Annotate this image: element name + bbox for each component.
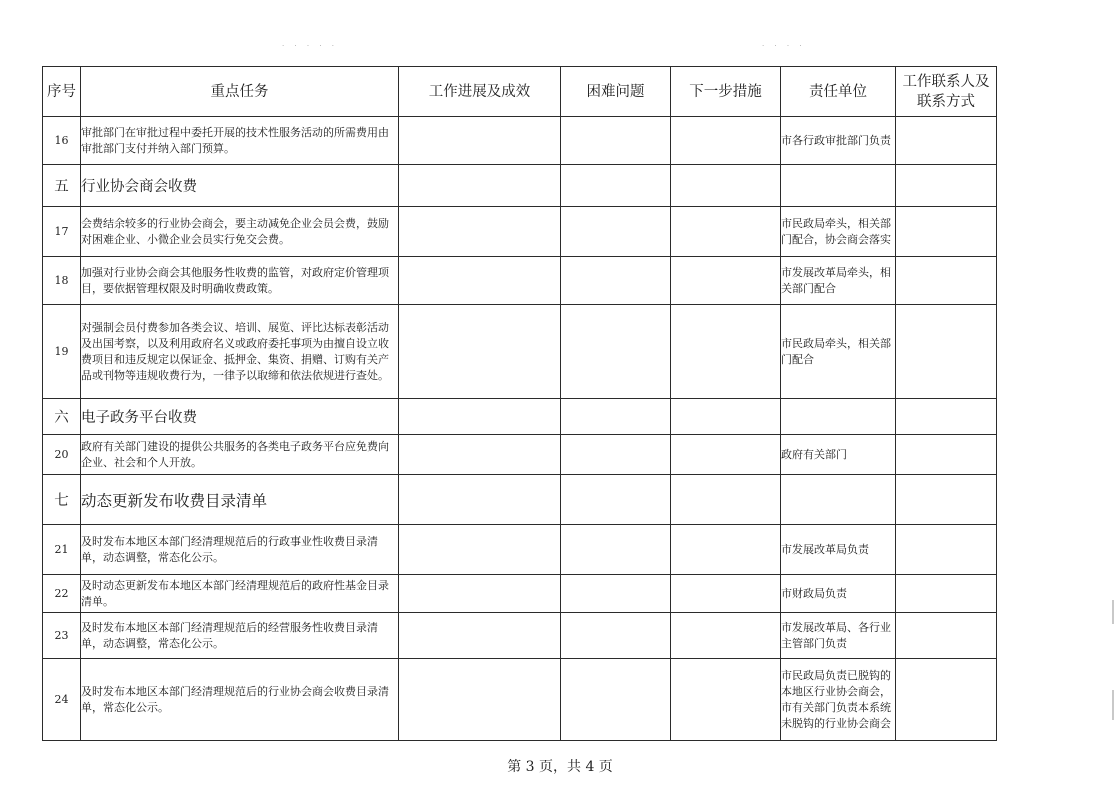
task-cell: 会费结余较多的行业协会商会，要主动减免企业会员会费，鼓励对困难企业、小微企业会员实行免交会费。: [81, 207, 399, 257]
header-progress: 工作进展及成效: [399, 67, 561, 117]
section-title: 行业协会商会收费: [81, 165, 399, 207]
header-task: 重点任务: [81, 67, 399, 117]
task-cell: 及时动态更新发布本地区本部门经清理规范后的政府性基金目录清单。: [81, 575, 399, 613]
contact-cell: [896, 435, 997, 475]
progress-cell: [399, 117, 561, 165]
page-number-footer: 第 3 页，共 4 页: [507, 759, 613, 775]
task-cell: 政府有关部门建设的提供公共服务的各类电子政务平台应免费向企业、社会和个人开放。: [81, 435, 399, 475]
scan-edge-artifact: [1112, 600, 1114, 624]
responsible-cell: 市发展改革局、各行业主管部门负责: [781, 613, 896, 659]
table-row: [43, 659, 997, 741]
header-next-steps: 下一步措施: [671, 67, 781, 117]
problems-cell: [561, 435, 671, 475]
task-table: [42, 66, 997, 741]
row-number: 23: [43, 613, 81, 659]
row-number: 19: [43, 305, 81, 399]
next-steps-cell: [671, 257, 781, 305]
contact-cell: [896, 659, 997, 741]
contact-cell: [896, 117, 997, 165]
header-contact-line2: 联系方式: [917, 93, 975, 110]
table-row: [43, 575, 997, 613]
progress-cell: [399, 525, 561, 575]
table-row: [43, 257, 997, 305]
progress-cell: [399, 435, 561, 475]
row-number: 20: [43, 435, 81, 475]
table-row: [43, 207, 997, 257]
next-steps-cell: [671, 525, 781, 575]
scan-artifact: · · · ·: [762, 42, 806, 50]
progress-cell: [399, 257, 561, 305]
header-contact: [896, 67, 997, 117]
section-row: [43, 475, 997, 525]
next-steps-cell: [671, 305, 781, 399]
table-row: [43, 117, 997, 165]
responsible-cell: 市民政局牵头，相关部门配合: [781, 305, 896, 399]
table-row: [43, 435, 997, 475]
problems-cell: [561, 659, 671, 741]
responsible-cell: 市各行政审批部门负责: [781, 117, 896, 165]
problems-cell: [561, 305, 671, 399]
next-steps-cell: [671, 117, 781, 165]
progress-cell: [399, 659, 561, 741]
header-problems: 困难问题: [561, 67, 671, 117]
responsible-cell: 市民政局负责已脱钩的本地区行业协会商会，市有关部门负责本系统未脱钩的行业协会商会: [781, 659, 896, 741]
contact-cell: [896, 305, 997, 399]
row-number: 17: [43, 207, 81, 257]
task-cell: 及时发布本地区本部门经清理规范后的行业协会商会收费目录清单，常态化公示。: [81, 659, 399, 741]
section-number: 五: [43, 165, 81, 207]
task-cell: 及时发布本地区本部门经清理规范后的经营服务性收费目录清单，动态调整，常态化公示。: [81, 613, 399, 659]
contact-cell: [896, 207, 997, 257]
contact-cell: [896, 525, 997, 575]
section-title: 电子政务平台收费: [81, 399, 399, 435]
header-seq: 序号: [43, 67, 81, 117]
task-cell: 审批部门在审批过程中委托开展的技术性服务活动的所需费用由审批部门支付并纳入部门预算。: [81, 117, 399, 165]
next-steps-cell: [671, 659, 781, 741]
problems-cell: [561, 525, 671, 575]
problems-cell: [561, 575, 671, 613]
row-number: 22: [43, 575, 81, 613]
progress-cell: [399, 575, 561, 613]
section-row: [43, 165, 997, 207]
contact-cell: [896, 613, 997, 659]
table-row: [43, 305, 997, 399]
problems-cell: [561, 257, 671, 305]
task-cell: 及时发布本地区本部门经清理规范后的行政事业性收费目录清单，动态调整，常态化公示。: [81, 525, 399, 575]
responsible-cell: 市民政局牵头，相关部门配合，协会商会落实: [781, 207, 896, 257]
header-responsible: 责任单位: [781, 67, 896, 117]
problems-cell: [561, 613, 671, 659]
problems-cell: [561, 207, 671, 257]
responsible-cell: 市财政局负责: [781, 575, 896, 613]
progress-cell: [399, 305, 561, 399]
responsible-cell: 政府有关部门: [781, 435, 896, 475]
responsible-cell: 市发展改革局负责: [781, 525, 896, 575]
section-number: 六: [43, 399, 81, 435]
row-number: 21: [43, 525, 81, 575]
next-steps-cell: [671, 207, 781, 257]
scan-edge-artifact: [1112, 690, 1114, 720]
progress-cell: [399, 613, 561, 659]
contact-cell: [896, 575, 997, 613]
next-steps-cell: [671, 575, 781, 613]
section-row: [43, 399, 997, 435]
contact-cell: [896, 257, 997, 305]
task-cell: 对强制会员付费参加各类会议、培训、展览、评比达标表彰活动及出国考察，以及利用政府名义或政府委托事项为由擅自设立收费项目和违反规定以保证金、抵押金、集资、捐赠、订购有关产品或刊物等违规收费行为，一律予以取缔和依法依规进行查处。: [81, 305, 399, 399]
row-number: 16: [43, 117, 81, 165]
section-number: 七: [43, 475, 81, 525]
problems-cell: [561, 117, 671, 165]
next-steps-cell: [671, 435, 781, 475]
progress-cell: [399, 207, 561, 257]
row-number: 24: [43, 659, 81, 741]
header-row: [43, 67, 997, 117]
next-steps-cell: [671, 613, 781, 659]
scan-artifact: · · · · ·: [282, 42, 339, 50]
task-cell: 加强对行业协会商会其他服务性收费的监管，对政府定价管理项目，要依据管理权限及时明确收费政策。: [81, 257, 399, 305]
section-title: 动态更新发布收费目录清单: [81, 475, 399, 525]
header-contact-line1: 工作联系人及: [902, 73, 990, 90]
responsible-cell: 市发展改革局牵头，相关部门配合: [781, 257, 896, 305]
row-number: 18: [43, 257, 81, 305]
table-row: [43, 613, 997, 659]
table-row: [43, 525, 997, 575]
